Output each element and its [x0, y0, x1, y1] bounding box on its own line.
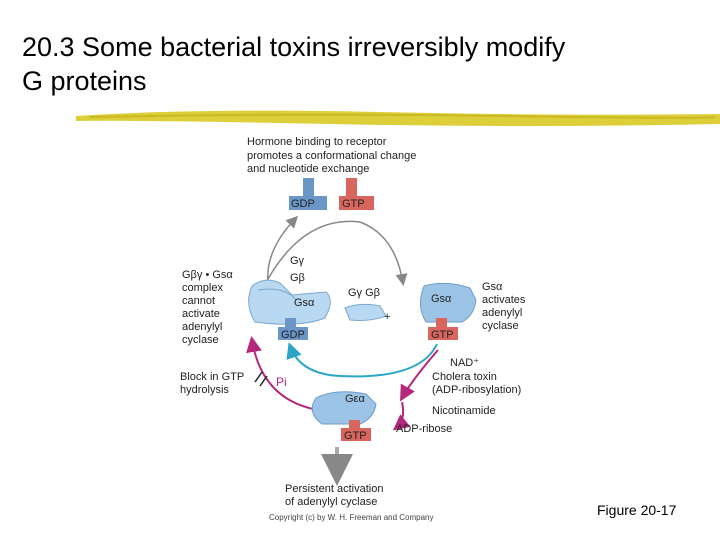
block-note-line-2: hydrolysis	[180, 384, 229, 396]
top-gtp-label: GTP	[342, 198, 365, 210]
cholera-note-line-1: Cholera toxin	[432, 371, 497, 383]
right-note-line-1: Gsα	[482, 281, 503, 293]
right-gtp-label: GTP	[431, 329, 454, 341]
cholera-note-line-2: (ADP-ribosylation)	[432, 384, 522, 396]
g-beta-gamma-label: Gγ Gβ	[348, 287, 380, 299]
left-note-line-3: cannot	[182, 295, 216, 307]
copyright-text: Copyright (c) by W. H. Freeman and Company	[269, 513, 434, 522]
title-line-2: G proteins	[22, 66, 147, 96]
top-gdp-label: GDP	[291, 198, 315, 210]
right-note-line-2: activates	[482, 294, 526, 306]
ge-alpha-label: Gεα	[345, 393, 365, 405]
left-note-line-1: Gβγ • Gsα	[182, 269, 233, 281]
right-note-line-3: adenylyl	[482, 307, 523, 319]
left-note-line-5: adenylyl	[182, 321, 223, 333]
plus-sign: +	[384, 311, 391, 323]
gtp-hydrolysis-arrow	[290, 344, 437, 376]
title-line-1: 20.3 Some bacterial toxins irreversibly modify	[22, 32, 566, 62]
left-note-line-4: activate	[182, 308, 220, 320]
nad-label: NAD⁺	[450, 357, 480, 369]
g-gamma-label: Gγ	[290, 255, 305, 267]
right-note-line-4: cyclase	[482, 320, 519, 332]
adp-ribose-label: ADP-ribose	[396, 423, 453, 435]
left-note-line-2: complex	[182, 282, 223, 294]
top-gdp-tag	[289, 178, 327, 210]
top-gtp-tag	[339, 178, 374, 210]
bottom-gtp-label: GTP	[344, 430, 367, 442]
block-mark	[255, 372, 267, 386]
nicotinamide-label: Nicotinamide	[432, 405, 496, 417]
gs-alpha-label-right: Gsα	[431, 293, 452, 305]
top-note-line-1: Hormone binding to receptor	[247, 136, 387, 148]
figure-label: Figure 20-17	[597, 502, 677, 518]
g-beta-label: Gβ	[290, 272, 305, 284]
pi-label: Pi	[276, 375, 287, 389]
left-gdp-label: GDP	[281, 329, 305, 341]
block-note-line-1: Block in GTP	[180, 371, 245, 383]
bottom-note-line-2: of adenylyl cyclase	[285, 496, 378, 508]
gtp-binding-arrow	[262, 221, 403, 290]
g-protein-trimer-left	[249, 280, 331, 341]
g-beta-gamma-free	[345, 304, 386, 320]
gs-alpha-label-left: Gsα	[294, 297, 315, 309]
bottom-note-line-1: Persistent activation	[285, 483, 384, 495]
top-note-line-3: and nucleotide exchange	[247, 163, 370, 175]
top-note-line-2: promotes a conformational change	[247, 150, 417, 162]
left-note-line-6: cyclase	[182, 334, 219, 346]
